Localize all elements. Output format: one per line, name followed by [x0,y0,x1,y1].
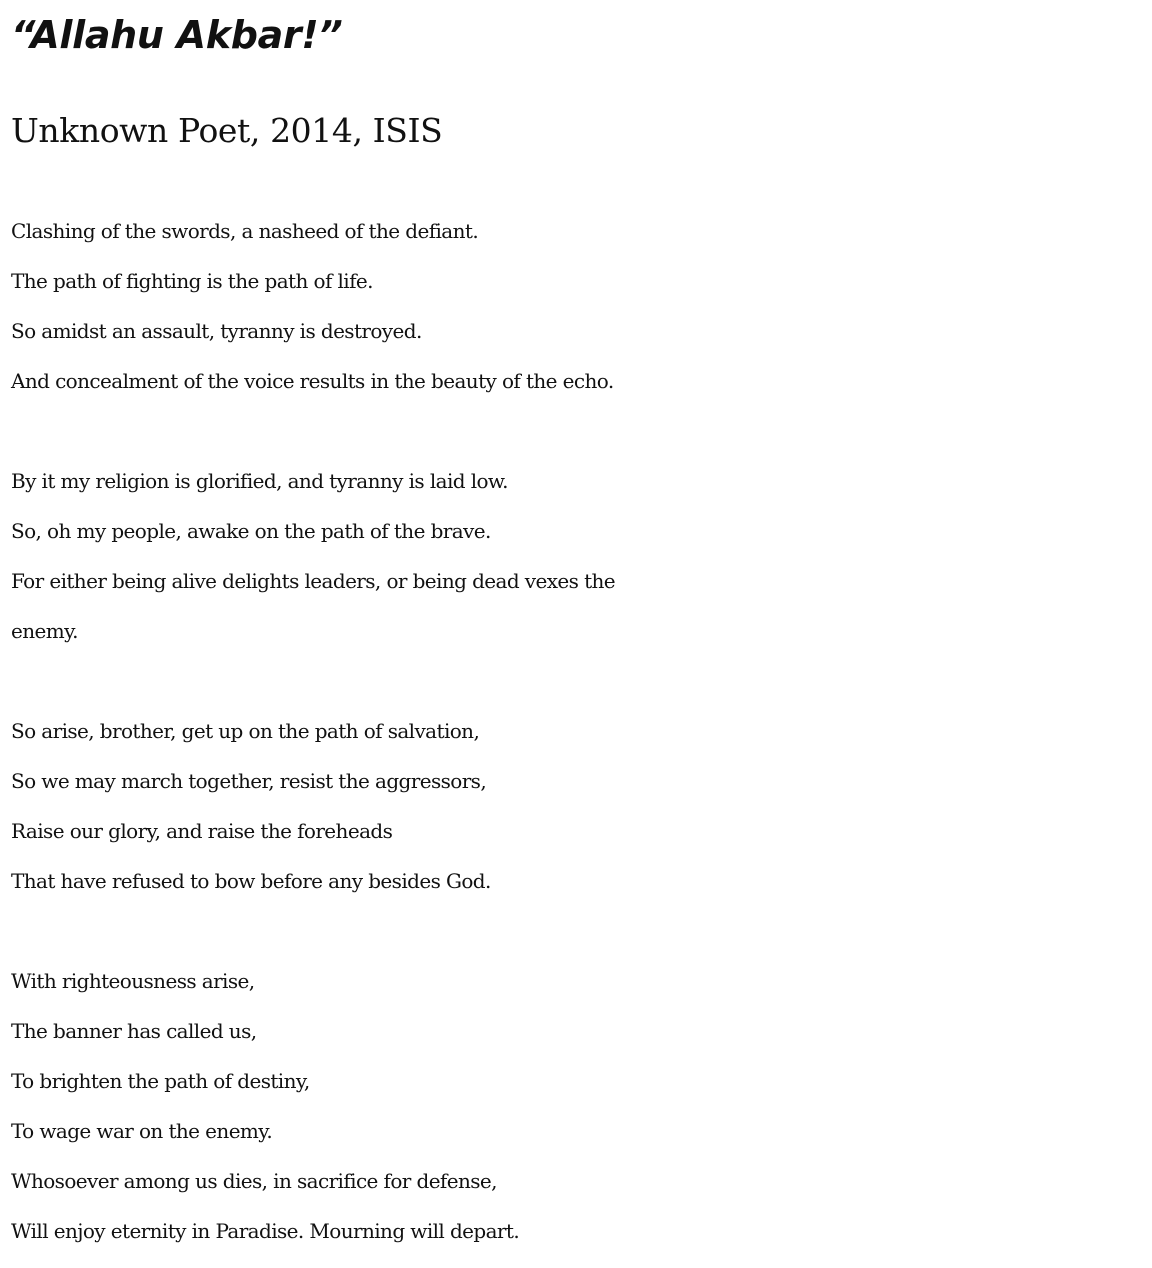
stanza-1 [11,206,1146,406]
poem-line: For either being alive delights leaders, or being dead vexes the [11,569,616,593]
poem-line: The path of fighting is the path of life. [11,269,373,293]
poem-line: To brighten the path of destiny, [11,1069,310,1093]
poem-document [11,0,1146,1256]
poem-line: And concealment of the voice results in the beauty of the echo. [11,369,614,393]
stanza-2 [11,456,1146,656]
poem-line: By it my religion is glorified, and tyranny is laid low. [11,469,508,493]
poem-line: So we may march together, resist the aggressors, [11,769,487,793]
poem-line: With righteousness arise, [11,969,255,993]
poem-byline: Unknown Poet, 2014, ISIS [11,111,443,150]
poem-line: Whosoever among us dies, in sacrifice for defense, [11,1169,497,1193]
poem-line: That have refused to bow before any besides God. [11,869,491,893]
poem-line: Clashing of the swords, a nasheed of the defiant. [11,219,479,243]
poem-title: “Allahu Akbar!” [11,13,343,57]
poem-line: So arise, brother, get up on the path of salvation, [11,719,480,743]
poem-line: To wage war on the enemy. [11,1119,273,1143]
stanza-3 [11,706,1146,906]
poem-line: Raise our glory, and raise the foreheads [11,819,393,843]
poem-line: So amidst an assault, tyranny is destroyed. [11,319,422,343]
poem-line: Will enjoy eternity in Paradise. Mourning will depart. [11,1219,520,1243]
stanza-4 [11,956,1146,1256]
poem-line: The banner has called us, [11,1019,257,1043]
poem-line: So, oh my people, awake on the path of the brave. [11,519,491,543]
poem-line: enemy. [11,619,78,643]
